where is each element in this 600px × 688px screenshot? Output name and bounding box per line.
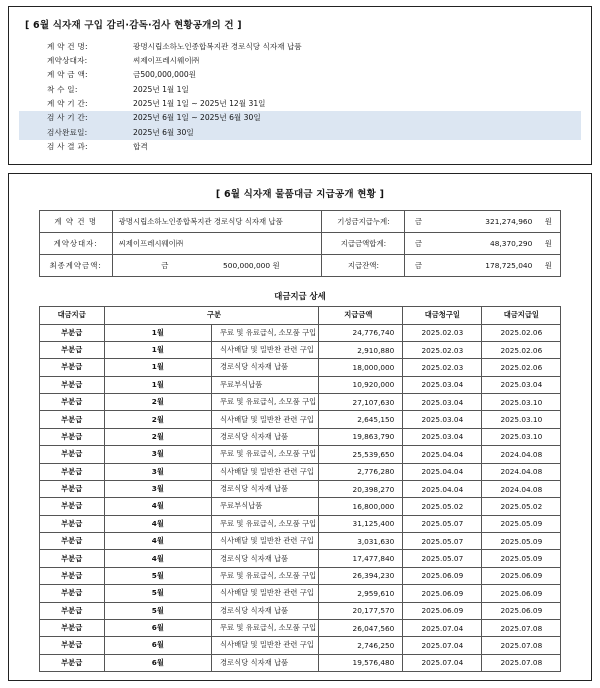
table-header-row bbox=[39, 307, 561, 324]
col-header-category: 구분 bbox=[104, 307, 319, 324]
payment-disclosure-panel bbox=[8, 173, 592, 681]
cell-kind: 부분급 bbox=[39, 498, 104, 515]
cell-request-date: 2025.04.04 bbox=[403, 463, 482, 480]
cell-kind: 부분급 bbox=[39, 411, 104, 428]
cell-description: 경로식당 식자재 납품 bbox=[212, 550, 319, 567]
cell-description: 무료 및 유료급식, 소모품 구입 bbox=[212, 619, 319, 636]
cell-description: 식사배달 및 밀반찬 관련 구입 bbox=[212, 585, 319, 602]
cell-kind: 부분급 bbox=[39, 428, 104, 445]
table-row bbox=[39, 341, 561, 358]
table-row bbox=[39, 480, 561, 497]
cell-amount: 2,910,880 bbox=[319, 341, 403, 358]
cell-payment-date: 2025.02.06 bbox=[482, 359, 561, 376]
table-row bbox=[39, 567, 561, 584]
cell-month: 6월 bbox=[104, 637, 211, 654]
cell-amount: 20,398,270 bbox=[319, 480, 403, 497]
cell-amount: 16,800,000 bbox=[319, 498, 403, 515]
cell-description: 경로식당 식자재 납품 bbox=[212, 602, 319, 619]
table-row bbox=[39, 428, 561, 445]
cell-payment-date: 2025.06.09 bbox=[482, 585, 561, 602]
cell-payment-date: 2025.06.09 bbox=[482, 602, 561, 619]
cell-kind: 부분급 bbox=[39, 359, 104, 376]
col-header-request-date: 대금청구일 bbox=[403, 307, 482, 324]
cell-month: 1월 bbox=[104, 376, 211, 393]
cell-kind: 부분급 bbox=[39, 394, 104, 411]
detail-title: 대금지급 상세 bbox=[274, 291, 326, 302]
cell-request-date: 2025.04.04 bbox=[403, 480, 482, 497]
contract-info-table bbox=[19, 39, 581, 154]
summary-label-final-amount: 최종계약금액: bbox=[39, 255, 112, 277]
table-row bbox=[39, 498, 561, 515]
summary-currency-balance: 금 bbox=[405, 255, 432, 277]
cell-payment-date: 2024.04.08 bbox=[482, 480, 561, 497]
contract-info-value: 2025년 1월 1일 ~ 2025년 12월 31일 bbox=[133, 99, 266, 109]
cell-description: 경로식당 식자재 납품 bbox=[212, 359, 319, 376]
summary-unit-cumulative: 원 bbox=[536, 211, 561, 233]
panel1-title: [ 6월 식자재 구입 감리·감독·검사 현황공개의 건 ] bbox=[25, 20, 242, 31]
summary-label-cumulative: 기성금지급누계: bbox=[322, 211, 405, 233]
cell-kind: 부분급 bbox=[39, 533, 104, 550]
cell-month: 4월 bbox=[104, 515, 211, 532]
col-header-amount: 지급금액 bbox=[319, 307, 403, 324]
cell-amount: 2,746,250 bbox=[319, 637, 403, 654]
cell-kind: 부분급 bbox=[39, 602, 104, 619]
cell-description: 식사배달 및 밀반찬 관련 구입 bbox=[212, 637, 319, 654]
cell-amount: 19,576,480 bbox=[319, 654, 403, 671]
cell-month: 6월 bbox=[104, 619, 211, 636]
cell-description: 무료부식납품 bbox=[212, 376, 319, 393]
cell-kind: 부분급 bbox=[39, 567, 104, 584]
contract-info-value: 2025년 6월 30일 bbox=[127, 125, 581, 139]
cell-request-date: 2025.05.07 bbox=[403, 515, 482, 532]
contract-info-row bbox=[19, 97, 581, 111]
contract-info-row bbox=[19, 140, 581, 154]
contract-info-label: 검사완료일: bbox=[19, 125, 127, 139]
cell-kind: 부분급 bbox=[39, 446, 104, 463]
cell-payment-date: 2025.03.10 bbox=[482, 394, 561, 411]
summary-amount-final bbox=[217, 255, 322, 277]
contract-info-label: 착 수 일: bbox=[47, 84, 78, 94]
contract-info-row bbox=[19, 125, 581, 139]
cell-payment-date: 2025.06.09 bbox=[482, 567, 561, 584]
cell-month: 1월 bbox=[104, 324, 211, 341]
cell-amount: 19,863,790 bbox=[319, 428, 403, 445]
cell-amount: 17,477,840 bbox=[319, 550, 403, 567]
table-row bbox=[39, 533, 561, 550]
cell-amount: 10,920,000 bbox=[319, 376, 403, 393]
summary-unit-final: 원 bbox=[272, 261, 280, 271]
cell-month: 3월 bbox=[104, 463, 211, 480]
cell-kind: 부분급 bbox=[39, 585, 104, 602]
cell-kind: 부분급 bbox=[39, 480, 104, 497]
cell-kind: 부분급 bbox=[39, 619, 104, 636]
contract-info-value: 합격 bbox=[133, 142, 148, 152]
cell-request-date: 2025.05.02 bbox=[403, 498, 482, 515]
cell-description: 식사배달 및 밀반찬 관련 구입 bbox=[212, 463, 319, 480]
summary-amount-cumulative: 321,274,960 bbox=[431, 211, 536, 233]
contract-info-label: 계약상대자: bbox=[47, 55, 88, 65]
summary-label-counterparty: 계약상대자: bbox=[39, 233, 112, 255]
cell-request-date: 2025.06.09 bbox=[403, 585, 482, 602]
cell-request-date: 2025.07.04 bbox=[403, 637, 482, 654]
cell-payment-date: 2025.02.06 bbox=[482, 341, 561, 358]
col-header-payment-date: 대금지급일 bbox=[482, 307, 561, 324]
cell-amount: 2,776,280 bbox=[319, 463, 403, 480]
contract-info-row bbox=[19, 111, 581, 125]
cell-payment-date: 2025.03.10 bbox=[482, 411, 561, 428]
cell-amount: 31,125,400 bbox=[319, 515, 403, 532]
contract-info-row bbox=[19, 82, 581, 96]
payment-detail-head bbox=[39, 307, 561, 324]
cell-request-date: 2025.03.04 bbox=[403, 394, 482, 411]
cell-description: 경로식당 식자재 납품 bbox=[212, 428, 319, 445]
table-row bbox=[39, 446, 561, 463]
cell-amount: 18,000,000 bbox=[319, 359, 403, 376]
cell-amount: 26,047,560 bbox=[319, 619, 403, 636]
cell-kind: 부분급 bbox=[39, 376, 104, 393]
summary-currency-cumulative: 금 bbox=[405, 211, 432, 233]
cell-amount: 20,177,570 bbox=[319, 602, 403, 619]
cell-kind: 부분급 bbox=[39, 324, 104, 341]
cell-request-date: 2025.03.04 bbox=[403, 411, 482, 428]
cell-payment-date: 2025.03.04 bbox=[482, 376, 561, 393]
table-row bbox=[39, 550, 561, 567]
cell-request-date: 2025.02.03 bbox=[403, 359, 482, 376]
cell-request-date: 2025.05.07 bbox=[403, 550, 482, 567]
inspection-status-panel bbox=[8, 6, 592, 165]
cell-payment-date: 2024.04.08 bbox=[482, 446, 561, 463]
cell-description: 식사배달 및 밀반찬 관련 구입 bbox=[212, 411, 319, 428]
panel2-title: [ 6월 식자재 물품대금 지급공개 현황 ] bbox=[215, 189, 385, 201]
payment-detail-body bbox=[39, 324, 561, 672]
cell-description: 식사배달 및 밀반찬 관련 구입 bbox=[212, 533, 319, 550]
cell-payment-date: 2025.05.09 bbox=[482, 550, 561, 567]
summary-amount-total-paid: 48,370,290 bbox=[431, 233, 536, 255]
table-row bbox=[39, 394, 561, 411]
cell-month: 1월 bbox=[104, 359, 211, 376]
cell-description: 무료 및 유료급식, 소모품 구입 bbox=[212, 324, 319, 341]
cell-month: 3월 bbox=[104, 446, 211, 463]
cell-request-date: 2025.03.04 bbox=[403, 428, 482, 445]
cell-month: 2월 bbox=[104, 394, 211, 411]
contract-info-value: 2025년 1월 1일 bbox=[133, 84, 189, 94]
cell-kind: 부분급 bbox=[39, 550, 104, 567]
cell-kind: 부분급 bbox=[39, 637, 104, 654]
table-row bbox=[39, 602, 561, 619]
cell-kind: 부분급 bbox=[39, 654, 104, 671]
cell-request-date: 2025.05.07 bbox=[403, 533, 482, 550]
cell-month: 4월 bbox=[104, 498, 211, 515]
summary-row-counterparty bbox=[39, 233, 561, 255]
cell-request-date: 2025.06.09 bbox=[403, 567, 482, 584]
cell-amount: 26,394,230 bbox=[319, 567, 403, 584]
cell-amount: 27,107,630 bbox=[319, 394, 403, 411]
summary-amount-balance: 178,725,040 bbox=[431, 255, 536, 277]
cell-kind: 부분급 bbox=[39, 515, 104, 532]
cell-payment-date: 2025.05.09 bbox=[482, 533, 561, 550]
contract-info-label: 계 약 건 명: bbox=[47, 41, 88, 51]
table-row bbox=[39, 359, 561, 376]
cell-month: 4월 bbox=[104, 550, 211, 567]
table-row bbox=[39, 324, 561, 341]
contract-info-row bbox=[19, 53, 581, 67]
payment-summary-table bbox=[39, 210, 562, 277]
cell-payment-date: 2025.05.02 bbox=[482, 498, 561, 515]
contract-info-value: 2025년 6월 1일 ~ 2025년 6월 30일 bbox=[127, 111, 581, 125]
summary-unit-total-paid: 원 bbox=[536, 233, 561, 255]
detail-section bbox=[39, 289, 562, 672]
cell-description: 식사배달 및 밀반찬 관련 구입 bbox=[212, 341, 319, 358]
summary-row-final-amount bbox=[39, 255, 561, 277]
cell-month: 4월 bbox=[104, 533, 211, 550]
cell-amount: 24,776,740 bbox=[319, 324, 403, 341]
contract-info-label: 검 사 기 간: bbox=[19, 111, 127, 125]
table-row bbox=[39, 515, 561, 532]
cell-payment-date: 2024.04.08 bbox=[482, 463, 561, 480]
cell-request-date: 2025.07.04 bbox=[403, 619, 482, 636]
summary-row-contract-name bbox=[39, 211, 561, 233]
cell-description: 무료 및 유료급식, 소모품 구입 bbox=[212, 394, 319, 411]
table-row bbox=[39, 654, 561, 671]
contract-info-value: 금500,000,000원 bbox=[133, 70, 196, 80]
cell-month: 3월 bbox=[104, 480, 211, 497]
summary-label-contract-name: 계 약 건 명 bbox=[39, 211, 112, 233]
contract-info-body bbox=[19, 39, 581, 154]
cell-payment-date: 2025.07.08 bbox=[482, 619, 561, 636]
contract-info-value: 씨제이프레시웨이㈜ bbox=[133, 55, 200, 65]
cell-request-date: 2025.06.09 bbox=[403, 602, 482, 619]
cell-description: 무료 및 유료급식, 소모품 구입 bbox=[212, 567, 319, 584]
cell-amount: 25,539,650 bbox=[319, 446, 403, 463]
cell-request-date: 2025.04.04 bbox=[403, 446, 482, 463]
cell-description: 무료 및 유료급식, 소모품 구입 bbox=[212, 515, 319, 532]
table-row bbox=[39, 463, 561, 480]
cell-payment-date: 2025.05.09 bbox=[482, 515, 561, 532]
contract-info-label: 검 사 결 과: bbox=[47, 142, 88, 152]
summary-currency-total-paid: 금 bbox=[405, 233, 432, 255]
cell-description: 경로식당 식자재 납품 bbox=[212, 654, 319, 671]
contract-info-label: 계 약 기 간: bbox=[47, 99, 88, 109]
cell-month: 2월 bbox=[104, 428, 211, 445]
summary-label-total-paid: 지급금액합계: bbox=[322, 233, 405, 255]
cell-month: 1월 bbox=[104, 341, 211, 358]
summary-unit-balance: 원 bbox=[536, 255, 561, 277]
summary-label-balance: 지급잔액: bbox=[322, 255, 405, 277]
cell-request-date: 2025.03.04 bbox=[403, 376, 482, 393]
contract-info-row bbox=[19, 39, 581, 53]
cell-payment-date: 2025.07.08 bbox=[482, 637, 561, 654]
cell-request-date: 2025.02.03 bbox=[403, 341, 482, 358]
table-row bbox=[39, 376, 561, 393]
cell-payment-date: 2025.02.06 bbox=[482, 324, 561, 341]
contract-info-value: 광명시립소하노인종합복지관 경로식당 식자재 납품 bbox=[133, 41, 302, 51]
col-header-kind: 대금지급 bbox=[39, 307, 104, 324]
cell-amount: 2,645,150 bbox=[319, 411, 403, 428]
cell-description: 무료 및 유료급식, 소모품 구입 bbox=[212, 446, 319, 463]
cell-description: 경로식당 식자재 납품 bbox=[212, 480, 319, 497]
table-row bbox=[39, 637, 561, 654]
cell-payment-date: 2025.07.08 bbox=[482, 654, 561, 671]
cell-amount: 2,959,610 bbox=[319, 585, 403, 602]
cell-month: 5월 bbox=[104, 567, 211, 584]
cell-request-date: 2025.02.03 bbox=[403, 324, 482, 341]
cell-month: 2월 bbox=[104, 411, 211, 428]
summary-value-contract-name: 광명시립소하노인종합복지관 경로식당 식자재 납품 bbox=[112, 211, 322, 233]
cell-request-date: 2025.07.04 bbox=[403, 654, 482, 671]
cell-month: 5월 bbox=[104, 585, 211, 602]
summary-amount-final-number: 500,000,000 bbox=[223, 261, 271, 271]
table-row bbox=[39, 585, 561, 602]
contract-info-row bbox=[19, 68, 581, 82]
cell-month: 6월 bbox=[104, 654, 211, 671]
cell-amount: 3,031,630 bbox=[319, 533, 403, 550]
cell-kind: 부분급 bbox=[39, 463, 104, 480]
cell-description: 무료부식납품 bbox=[212, 498, 319, 515]
summary-value-counterparty: 씨제이프레시웨이㈜ bbox=[112, 233, 322, 255]
cell-month: 5월 bbox=[104, 602, 211, 619]
table-row bbox=[39, 619, 561, 636]
cell-payment-date: 2025.03.10 bbox=[482, 428, 561, 445]
payment-detail-table bbox=[39, 306, 562, 672]
summary-currency-final-amount: 금 bbox=[112, 255, 217, 277]
table-row bbox=[39, 411, 561, 428]
contract-info-label: 계 약 금 액: bbox=[47, 70, 88, 80]
cell-kind: 부분급 bbox=[39, 341, 104, 358]
